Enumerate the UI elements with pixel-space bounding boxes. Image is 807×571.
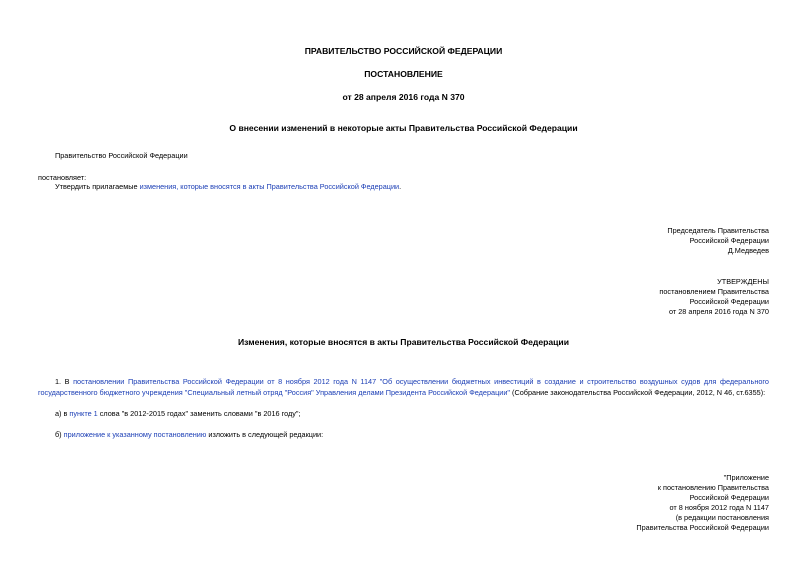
- preamble-decides: постановляет:: [38, 173, 87, 182]
- approval-line4: от 28 апреля 2016 года N 370: [668, 307, 769, 316]
- item-a-prefix: а) в: [55, 409, 70, 418]
- changes-item-b: [55, 429, 323, 440]
- approval-line1: УТВЕРЖДЕНЫ: [717, 277, 769, 286]
- appendix-line4: от 8 ноября 2012 года N 1147: [669, 503, 769, 512]
- preamble-approve-paragraph: [55, 181, 401, 192]
- appendix-line3: Российской Федерации: [689, 493, 769, 502]
- changes-item-a: [55, 408, 301, 419]
- signature-position-line1: Председатель Правительства: [667, 226, 769, 235]
- appendix-line2: к постановлению Правительства: [657, 483, 769, 492]
- changes-item-1: [38, 376, 769, 398]
- changes-title: Изменения, которые вносятся в акты Правительства Российской Федерации: [237, 337, 569, 347]
- appendix-line6: Правительства Российской Федерации: [636, 523, 769, 532]
- appendix-link[interactable]: приложение к указанному постановлению: [63, 430, 207, 439]
- approve-changes-link[interactable]: изменения, которые вносятся в акты Правительства Российской Федерации: [139, 182, 400, 191]
- signature-name: Д.Медведев: [727, 246, 769, 255]
- resolution-1147-link[interactable]: постановлении Правительства Российской Федерации от 8 ноября 2012 года N 1147 "Об осуществлении бюджетных инвестиций в создание и строительство воздушных судов для федерального государственного бюджетного учреждения "Специальный летный отряд "Россия" Управления делами Президента Российской Федерации": [38, 377, 769, 397]
- appendix-line5: (в редакции постановления: [675, 513, 769, 522]
- item-a-suffix: слова "в 2012-2015 годах" заменить словами "в 2016 году";: [97, 409, 301, 418]
- preamble-subject: Правительство Российской Федерации: [55, 151, 188, 160]
- signature-position-line2: Российской Федерации: [689, 236, 769, 245]
- item-b-prefix: б): [55, 430, 64, 439]
- item-1-number: 1. В: [55, 377, 70, 386]
- item-b-suffix: изложить в следующей редакции:: [206, 430, 324, 439]
- approval-line3: Российской Федерации: [689, 297, 769, 306]
- document-date-number: от 28 апреля 2016 года N 370: [342, 92, 465, 102]
- document-type-heading: ПОСТАНОВЛЕНИЕ: [364, 69, 443, 79]
- approve-suffix: .: [399, 182, 402, 191]
- item-1-suffix: (Собрание законодательства Российской Федерации, 2012, N 46, ст.6355):: [512, 388, 766, 397]
- document-title: О внесении изменений в некоторые акты Правительства Российской Федерации: [229, 123, 578, 133]
- government-heading: ПРАВИТЕЛЬСТВО РОССИЙСКОЙ ФЕДЕРАЦИИ: [304, 46, 503, 56]
- point-1-link[interactable]: пункте 1: [69, 409, 98, 418]
- appendix-line1: "Приложение: [723, 473, 769, 482]
- approve-prefix: Утвердить прилагаемые: [55, 182, 140, 191]
- approval-line2: постановлением Правительства: [659, 287, 769, 296]
